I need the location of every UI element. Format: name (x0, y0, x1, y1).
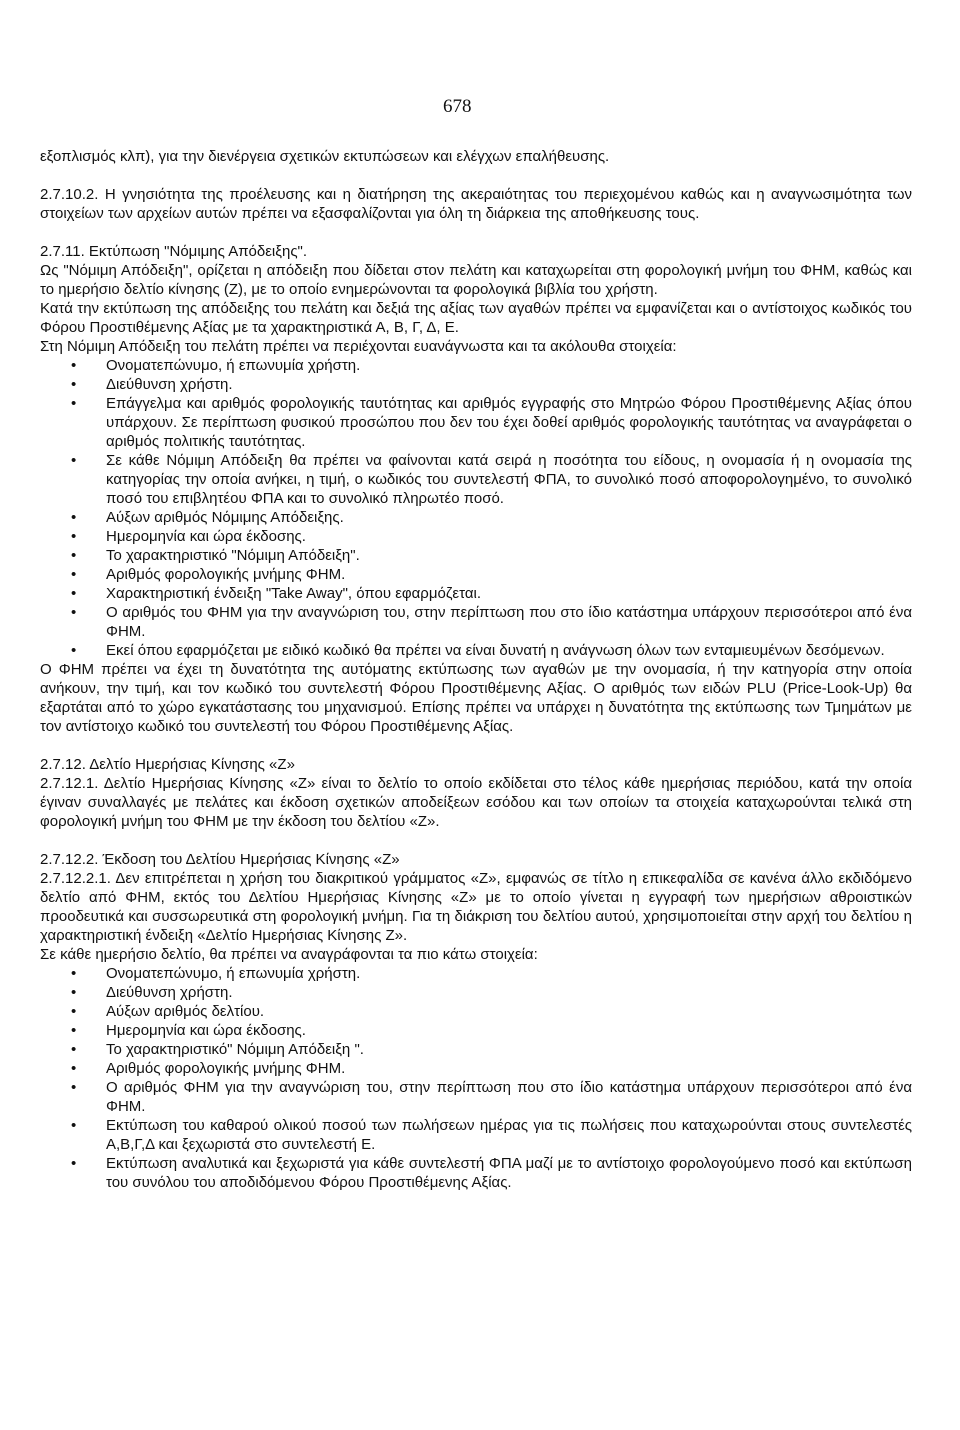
section-2-7-11-heading: 2.7.11. Εκτύπωση "Νόμιμης Απόδειξης". (40, 243, 308, 260)
list-item: • Διεύθυνση χρήστη. (40, 375, 912, 394)
list-item: • Ο αριθμός ΦΗΜ για την αναγνώριση του, στην περίπτωση που στο ίδιο κατάστημα υπάρχουν περισσότεροι από ένα ΦΗΜ. (40, 1078, 912, 1116)
list-item: • Αύξων αριθμός Νόμιμης Απόδειξης. (40, 508, 912, 527)
section-2-7-12-2-1: 2.7.12.2.1. Δεν επιτρέπεται η χρήση του διακριτικού γράμματος «Ζ», εμφανώς σε τίτλο η επικεφαλίδα σε κανένα άλλο εκδιδόμενο δελτίο από ΦΗΜ, εκτός του Δελτίου Ημερήσιας Κίνησης «Ζ» με το οποίο γίνεται η εγγραφή των ημερήσιων αθροιστικών προοδευτικά και συσσωρευτικά στη φορολογική μνήμη. Για τη διάκριση του δελτίου αυτού, χρησιμοποιείται στην αρχή του δελτίου η χαρακτηριστική ένδειξη «Δελτίο Ημερήσιας Κίνησης Ζ». (40, 870, 912, 944)
list-item: • Ημερομηνία και ώρα έκδοσης. (40, 527, 912, 546)
section-2-7-10-2: 2.7.10.2. Η γνησιότητα της προέλευσης και η διατήρηση της ακεραιότητας του περιεχομένου καθώς και η αναγνωσιμότητα των στοιχείων των αρχείων αυτών πρέπει να εξασφαλίζονται για όλη τη διάρκεια της αποθήκευσης τους. (40, 186, 912, 222)
section-2-7-11-paragraph: Στη Νόμιμη Απόδειξη του πελάτη πρέπει να περιέχονται ευανάγνωστα και τα ακόλουθα στοιχεία: (40, 338, 677, 355)
list-item: • Το χαρακτηριστικό" Νόμιμη Απόδειξη ". (40, 1040, 912, 1059)
list-item: • Εκεί όπου εφαρμόζεται με ειδικό κωδικό θα πρέπει να είναι δυνατή η ανάγνωση όλων των ενταμιευμένων δεσόμενων. (40, 641, 912, 660)
page-number: 678 (443, 96, 472, 117)
section-2-7-12-1: 2.7.12.1. Δελτίο Ημερήσιας Κίνησης «Ζ» είναι το δελτίο το οποίο εκδίδεται στο τέλος κάθε ημερήσιας περιόδου, κατά την οποία έγιναν συναλλαγές με πελάτες και έκδοση σχετικών αποδείξεων εσόδου και των οποίων τα στοιχεία καταχωρούνται τελικά στη φορολογική μνήμη του ΦΗΜ με την έκδοση του δελτίου «Ζ». (40, 775, 912, 830)
list-item: • Αριθμός φορολογικής μνήμης ΦΗΜ. (40, 1059, 912, 1078)
section-2-7-11-paragraph: Ο ΦΗΜ πρέπει να έχει τη δυνατότητα της αυτόματης εκτύπωσης των αγαθών με την ονομασία, ή την κατηγορία στην οποία ανήκουν, την τιμή, και τον κωδικό του συντελεστή Φόρου Προστιθέμενης Αξίας. Ο αριθμός των ειδών PLU (Price-Look-Up) θα εξαρτάται από το χώρο εγκατάστασης του μηχανισμού. Επίσης πρέπει να υπάρχει η δυνατότητα της εκτύπωσης των Τμημάτων με τον αντίστοιχο κωδικό του συντελεστή του Φόρου Προστιθέμενης Αξίας. (40, 661, 912, 735)
receipt-items-list (40, 356, 912, 660)
intro-line: εξοπλισμός κλπ), για την διενέργεια σχετικών εκτυπώσεων και ελέγχων επαλήθευσης. (40, 148, 610, 165)
list-item: • Διεύθυνση χρήστη. (40, 983, 912, 1002)
section-2-7-12-2-heading: 2.7.12.2. Έκδοση του Δελτίου Ημερήσιας Κίνησης «Ζ» (40, 851, 400, 868)
list-item: • Ονοματεπώνυμο, ή επωνυμία χρήστη. (40, 356, 912, 375)
section-2-7-12-heading: 2.7.12. Δελτίο Ημερήσιας Κίνησης «Ζ» (40, 756, 295, 773)
list-item: • Ο αριθμός του ΦΗΜ για την αναγνώριση του, στην περίπτωση που στο ίδιο κατάστημα υπάρχουν περισσότεροι από ένα ΦΗΜ. (40, 603, 912, 641)
list-item: • Επάγγελμα και αριθμός φορολογικής ταυτότητας και αριθμός εγγραφής στο Μητρώο Φόρου Προστιθέμενης Αξίας όπου υπάρχουν. Σε περίπτωση φυσικού προσώπου που δεν του έχει δοθεί αριθμός φορολογικής ταυτότητας να αναγράφεται ο αριθμός πολιτικής ταυτότητας. (40, 394, 912, 451)
list-item: • Ονοματεπώνυμο, ή επωνυμία χρήστη. (40, 964, 912, 983)
document-body (40, 147, 912, 1192)
list-item: • Αριθμός φορολογικής μνήμης ΦΗΜ. (40, 565, 912, 584)
section-2-7-11-paragraph: Ως "Νόμιμη Απόδειξη", ορίζεται η απόδειξη που δίδεται στον πελάτη και καταχωρείται στη φορολογική μνήμη του ΦΗΜ, καθώς και το ημερήσιο δελτίο κίνησης (Ζ), με το οποίο ενημερώνονται τα φορολογικά βιβλία του χρήστη. (40, 262, 912, 298)
section-2-7-11-paragraph: Κατά την εκτύπωση της απόδειξης του πελάτη και δεξιά της αξίας των αγαθών πρέπει να εμφανίζεται και ο αντίστοιχος κωδικός του Φόρου Προστιθέμενης Αξίας με τα χαρακτηριστικά Α, Β, Γ, Δ, Ε. (40, 300, 912, 336)
list-item: • Εκτύπωση του καθαρού ολικού ποσού των πωλήσεων ημέρας για τις πωλήσεις που καταχωρούνται στους συντελεστές Α,Β,Γ,Δ και ξεχωριστά στο συντελεστή Ε. (40, 1116, 912, 1154)
list-item: • Εκτύπωση αναλυτικά και ξεχωριστά για κάθε συντελεστή ΦΠΑ μαζί με το αντίστοιχο φορολογούμενο ποσό και εκτύπωση του συνόλου του αποδιδόμενου Φόρου Προστιθέμενης Αξίας. (40, 1154, 912, 1192)
list-item: • Σε κάθε Νόμιμη Απόδειξη θα πρέπει να φαίνονται κατά σειρά η ποσότητα του είδους, η ονομασία ή η ονομασία της κατηγορίας την οποία ανήκει, η τιμή, ο κωδικός του συντελεστή ΦΠΑ, το συνολικό ποσό αποφορολογημένο, το συνολικό ποσό του επιβλητέου ΦΠΑ και το συνολικό πληρωτέο ποσό. (40, 451, 912, 508)
list-item: • Αύξων αριθμός δελτίου. (40, 1002, 912, 1021)
section-2-7-12-2-1-paragraph: Σε κάθε ημερήσιο δελτίο, θα πρέπει να αναγράφονται τα πιο κάτω στοιχεία: (40, 946, 538, 963)
list-item: • Ημερομηνία και ώρα έκδοσης. (40, 1021, 912, 1040)
list-item: • Το χαρακτηριστικό "Νόμιμη Απόδειξη". (40, 546, 912, 565)
list-item: • Χαρακτηριστική ένδειξη "Take Away", όπου εφαρμόζεται. (40, 584, 912, 603)
daily-items-list (40, 964, 912, 1192)
